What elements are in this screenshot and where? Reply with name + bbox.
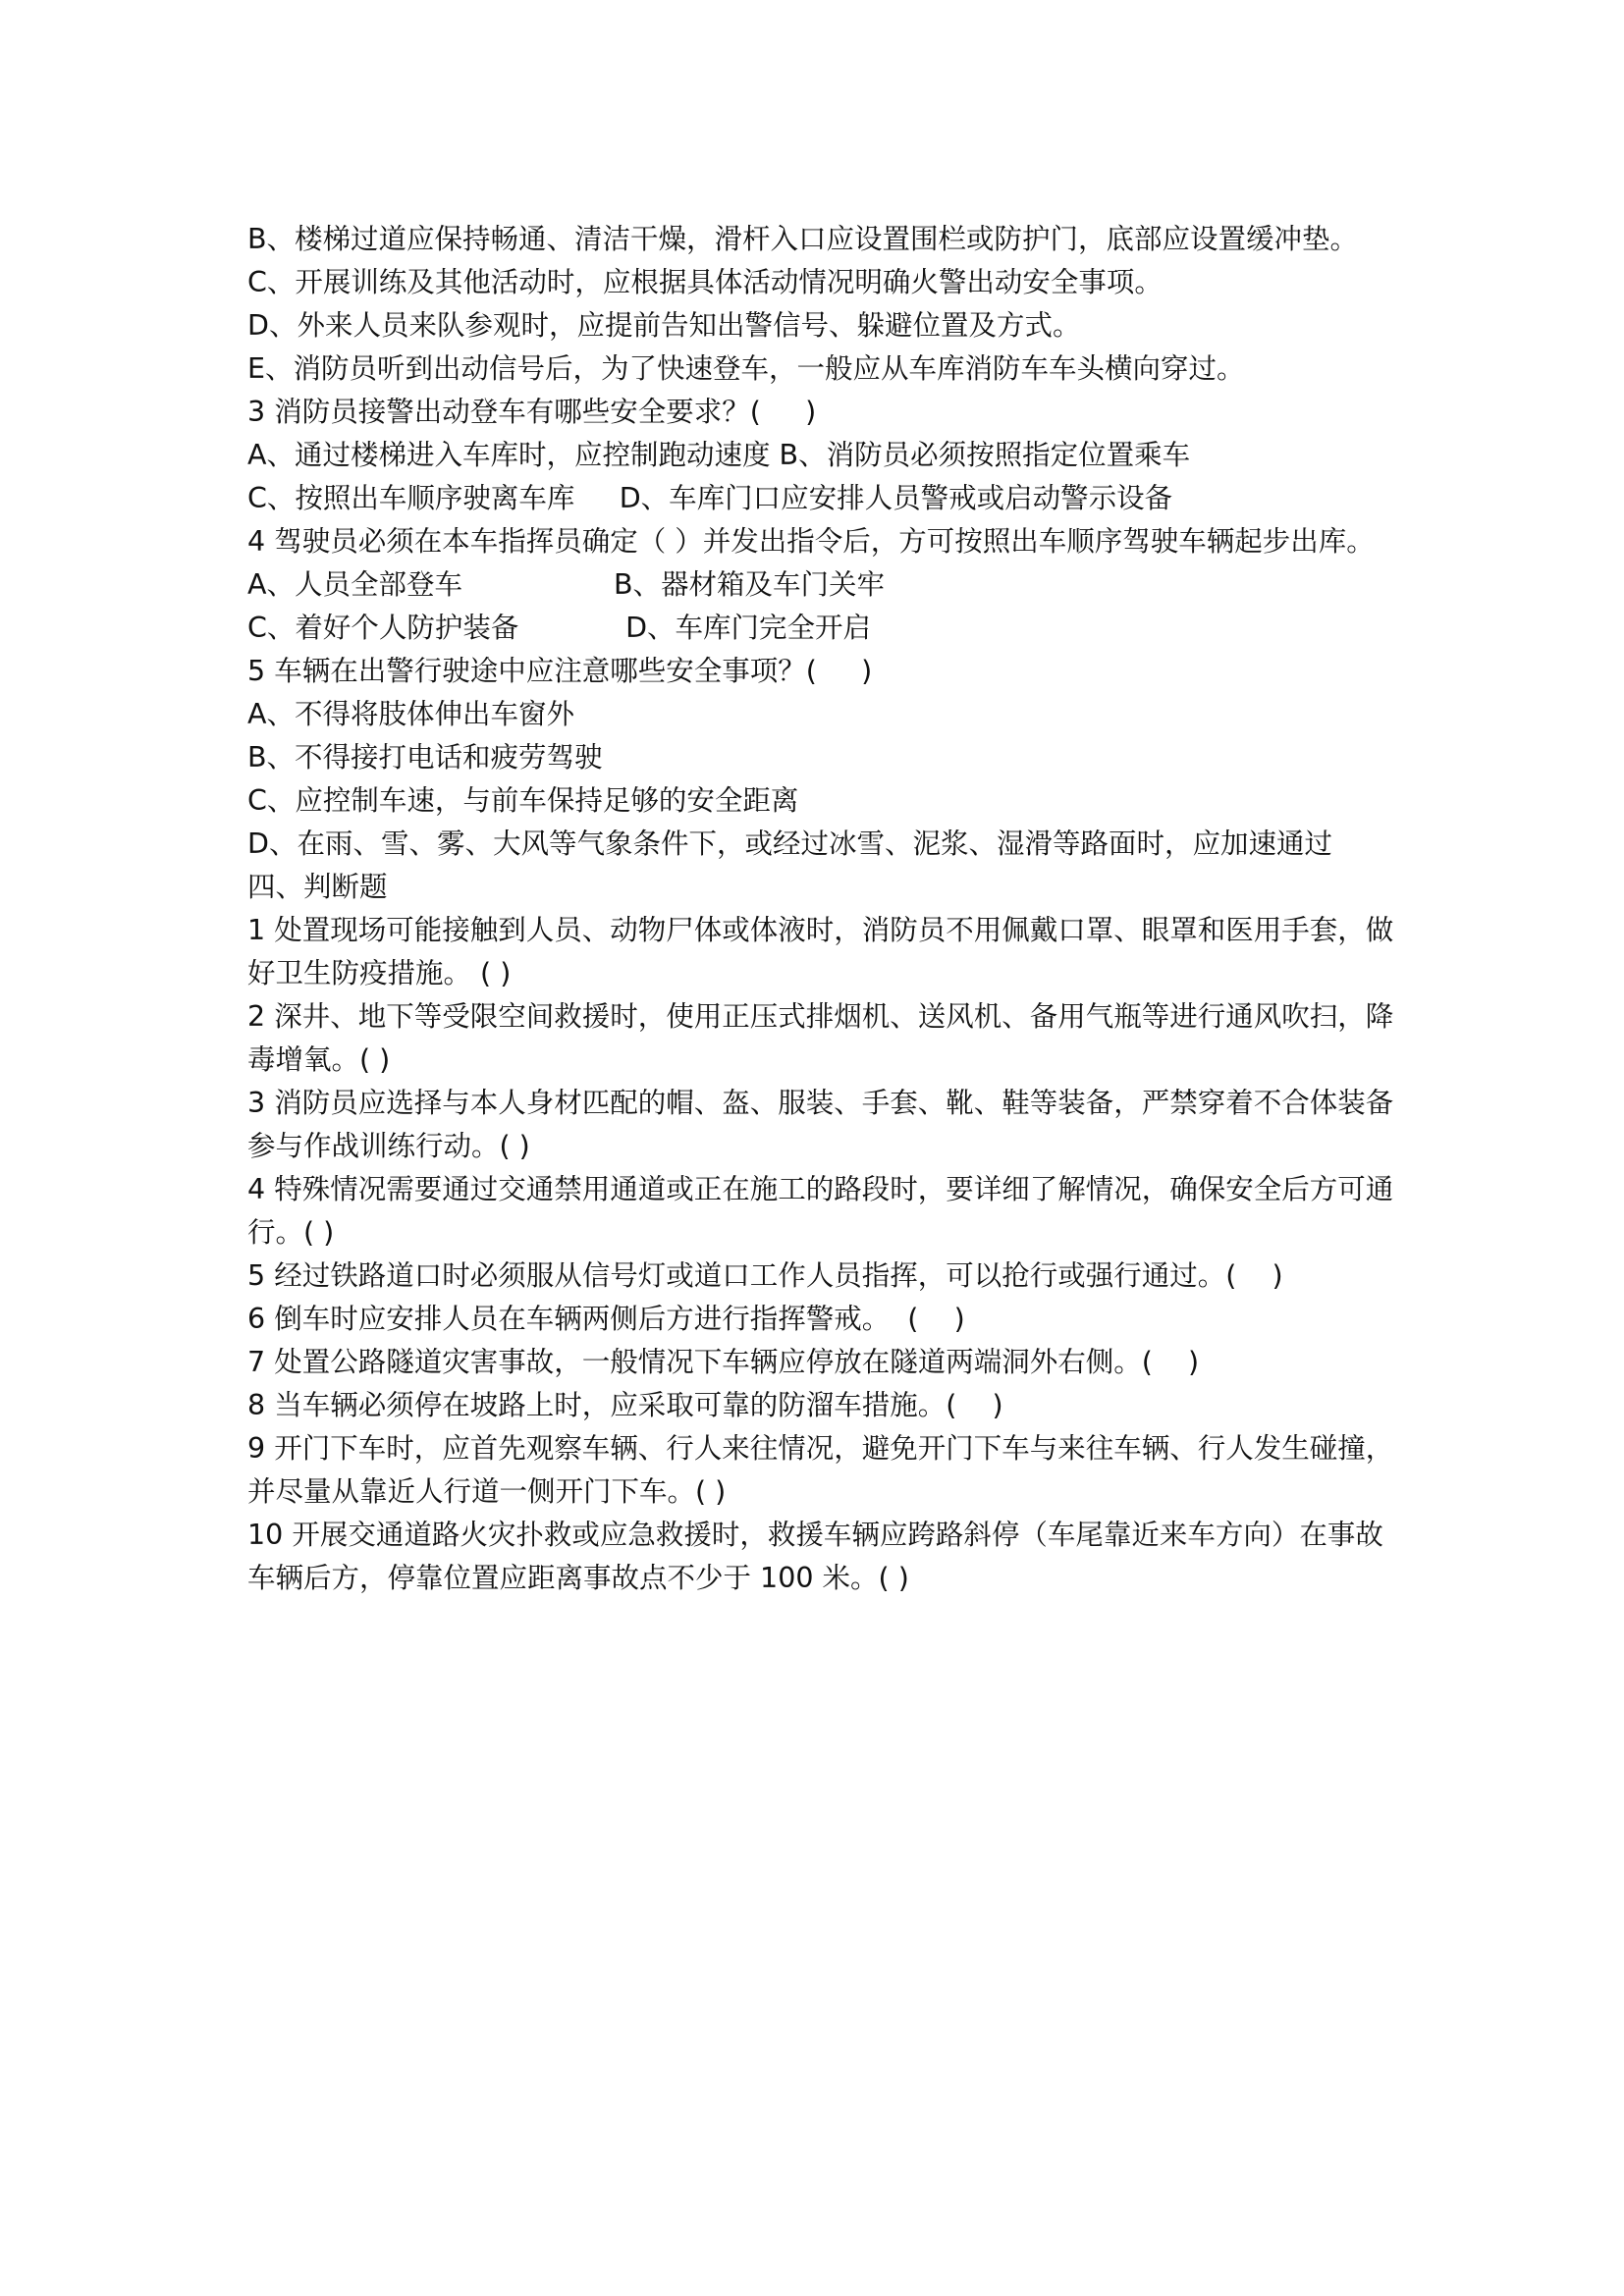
tf-item-2: 2 深井、地下等受限空间救援时，使用正压式排烟机、送风机、备用气瓶等进行通风吹扫，降毒增氧。( ) bbox=[247, 1000, 1394, 1076]
q2-option-d: D、外来人员来队参观时，应提前告知出警信号、躲避位置及方式。 bbox=[247, 309, 1081, 342]
document-page bbox=[247, 218, 1394, 1600]
q5-option-b: B、不得接打电话和疲劳驾驶 bbox=[247, 741, 603, 774]
tf-item-5: 5 经过铁路道口时必须服从信号灯或道口工作人员指挥，可以抢行或强行通过。( ) bbox=[247, 1259, 1283, 1292]
q3-question: 3 消防员接警出动登车有哪些安全要求？( ) bbox=[247, 396, 817, 428]
tf-item-3: 3 消防员应选择与本人身材匹配的帽、盔、服装、手套、靴、鞋等装备，严禁穿着不合体装备参与作战训练行动。( ) bbox=[247, 1087, 1394, 1162]
tf-item-8: 8 当车辆必须停在坡路上时，应采取可靠的防溜车措施。( ) bbox=[247, 1389, 1003, 1421]
tf-item-7: 7 处置公路隧道灾害事故，一般情况下车辆应停放在隧道两端洞外右侧。( ) bbox=[247, 1346, 1200, 1378]
q3-options-line1: A、通过楼梯进入车库时，应控制跑动速度 B、消防员必须按照指定位置乘车 bbox=[247, 439, 1191, 471]
section-heading-true-false: 四、判断题 bbox=[247, 871, 388, 903]
tf-item-9: 9 开门下车时，应首先观察车辆、行人来往情况，避免开门下车与来往车辆、行人发生碰撞，并尽量从靠近人行道一侧开门下车。( ) bbox=[247, 1432, 1394, 1508]
q5-option-c: C、应控制车速，与前车保持足够的安全距离 bbox=[247, 784, 799, 817]
tf-item-6: 6 倒车时应安排人员在车辆两侧后方进行指挥警戒。 ( ) bbox=[247, 1303, 965, 1335]
q5-option-a: A、不得将肢体伸出车窗外 bbox=[247, 698, 574, 730]
q4-options-line1: A、人员全部登车 B、器材箱及车门关牢 bbox=[247, 568, 886, 601]
tf-item-1: 1 处置现场可能接触到人员、动物尸体或体液时，消防员不用佩戴口罩、眼罩和医用手套，做好卫生防疫措施。 ( ) bbox=[247, 914, 1394, 989]
q2-option-c: C、开展训练及其他活动时，应根据具体活动情况明确火警出动安全事项。 bbox=[247, 266, 1163, 298]
q5-question: 5 车辆在出警行驶途中应注意哪些安全事项？( ) bbox=[247, 655, 873, 687]
tf-item-4: 4 特殊情况需要通过交通禁用通道或正在施工的路段时，要详细了解情况，确保安全后方可通行。( ) bbox=[247, 1173, 1394, 1249]
q3-options-line2: C、按照出车顺序驶离车库 D、车库门口应安排人员警戒或启动警示设备 bbox=[247, 482, 1173, 514]
q2-option-b: B、楼梯过道应保持畅通、清洁干燥，滑杆入口应设置围栏或防护门，底部应设置缓冲垫。 bbox=[247, 223, 1359, 255]
tf-item-10: 10 开展交通道路火灾扑救或应急救援时，救援车辆应跨路斜停（车尾靠近来车方向）在事故车辆后方，停靠位置应距离事故点不少于 100 米。( ) bbox=[247, 1519, 1383, 1594]
q4-question: 4 驾驶员必须在本车指挥员确定（ ）并发出指令后，方可按照出车顺序驾驶车辆起步出库。 bbox=[247, 525, 1375, 558]
q4-options-line2: C、着好个人防护装备 D、车库门完全开启 bbox=[247, 612, 872, 644]
q5-option-d: D、在雨、雪、雾、大风等气象条件下，或经过冰雪、泥浆、湿滑等路面时，应加速通过 bbox=[247, 828, 1332, 860]
q2-option-e: E、消防员听到出动信号后，为了快速登车，一般应从车库消防车车头横向穿过。 bbox=[247, 352, 1245, 385]
